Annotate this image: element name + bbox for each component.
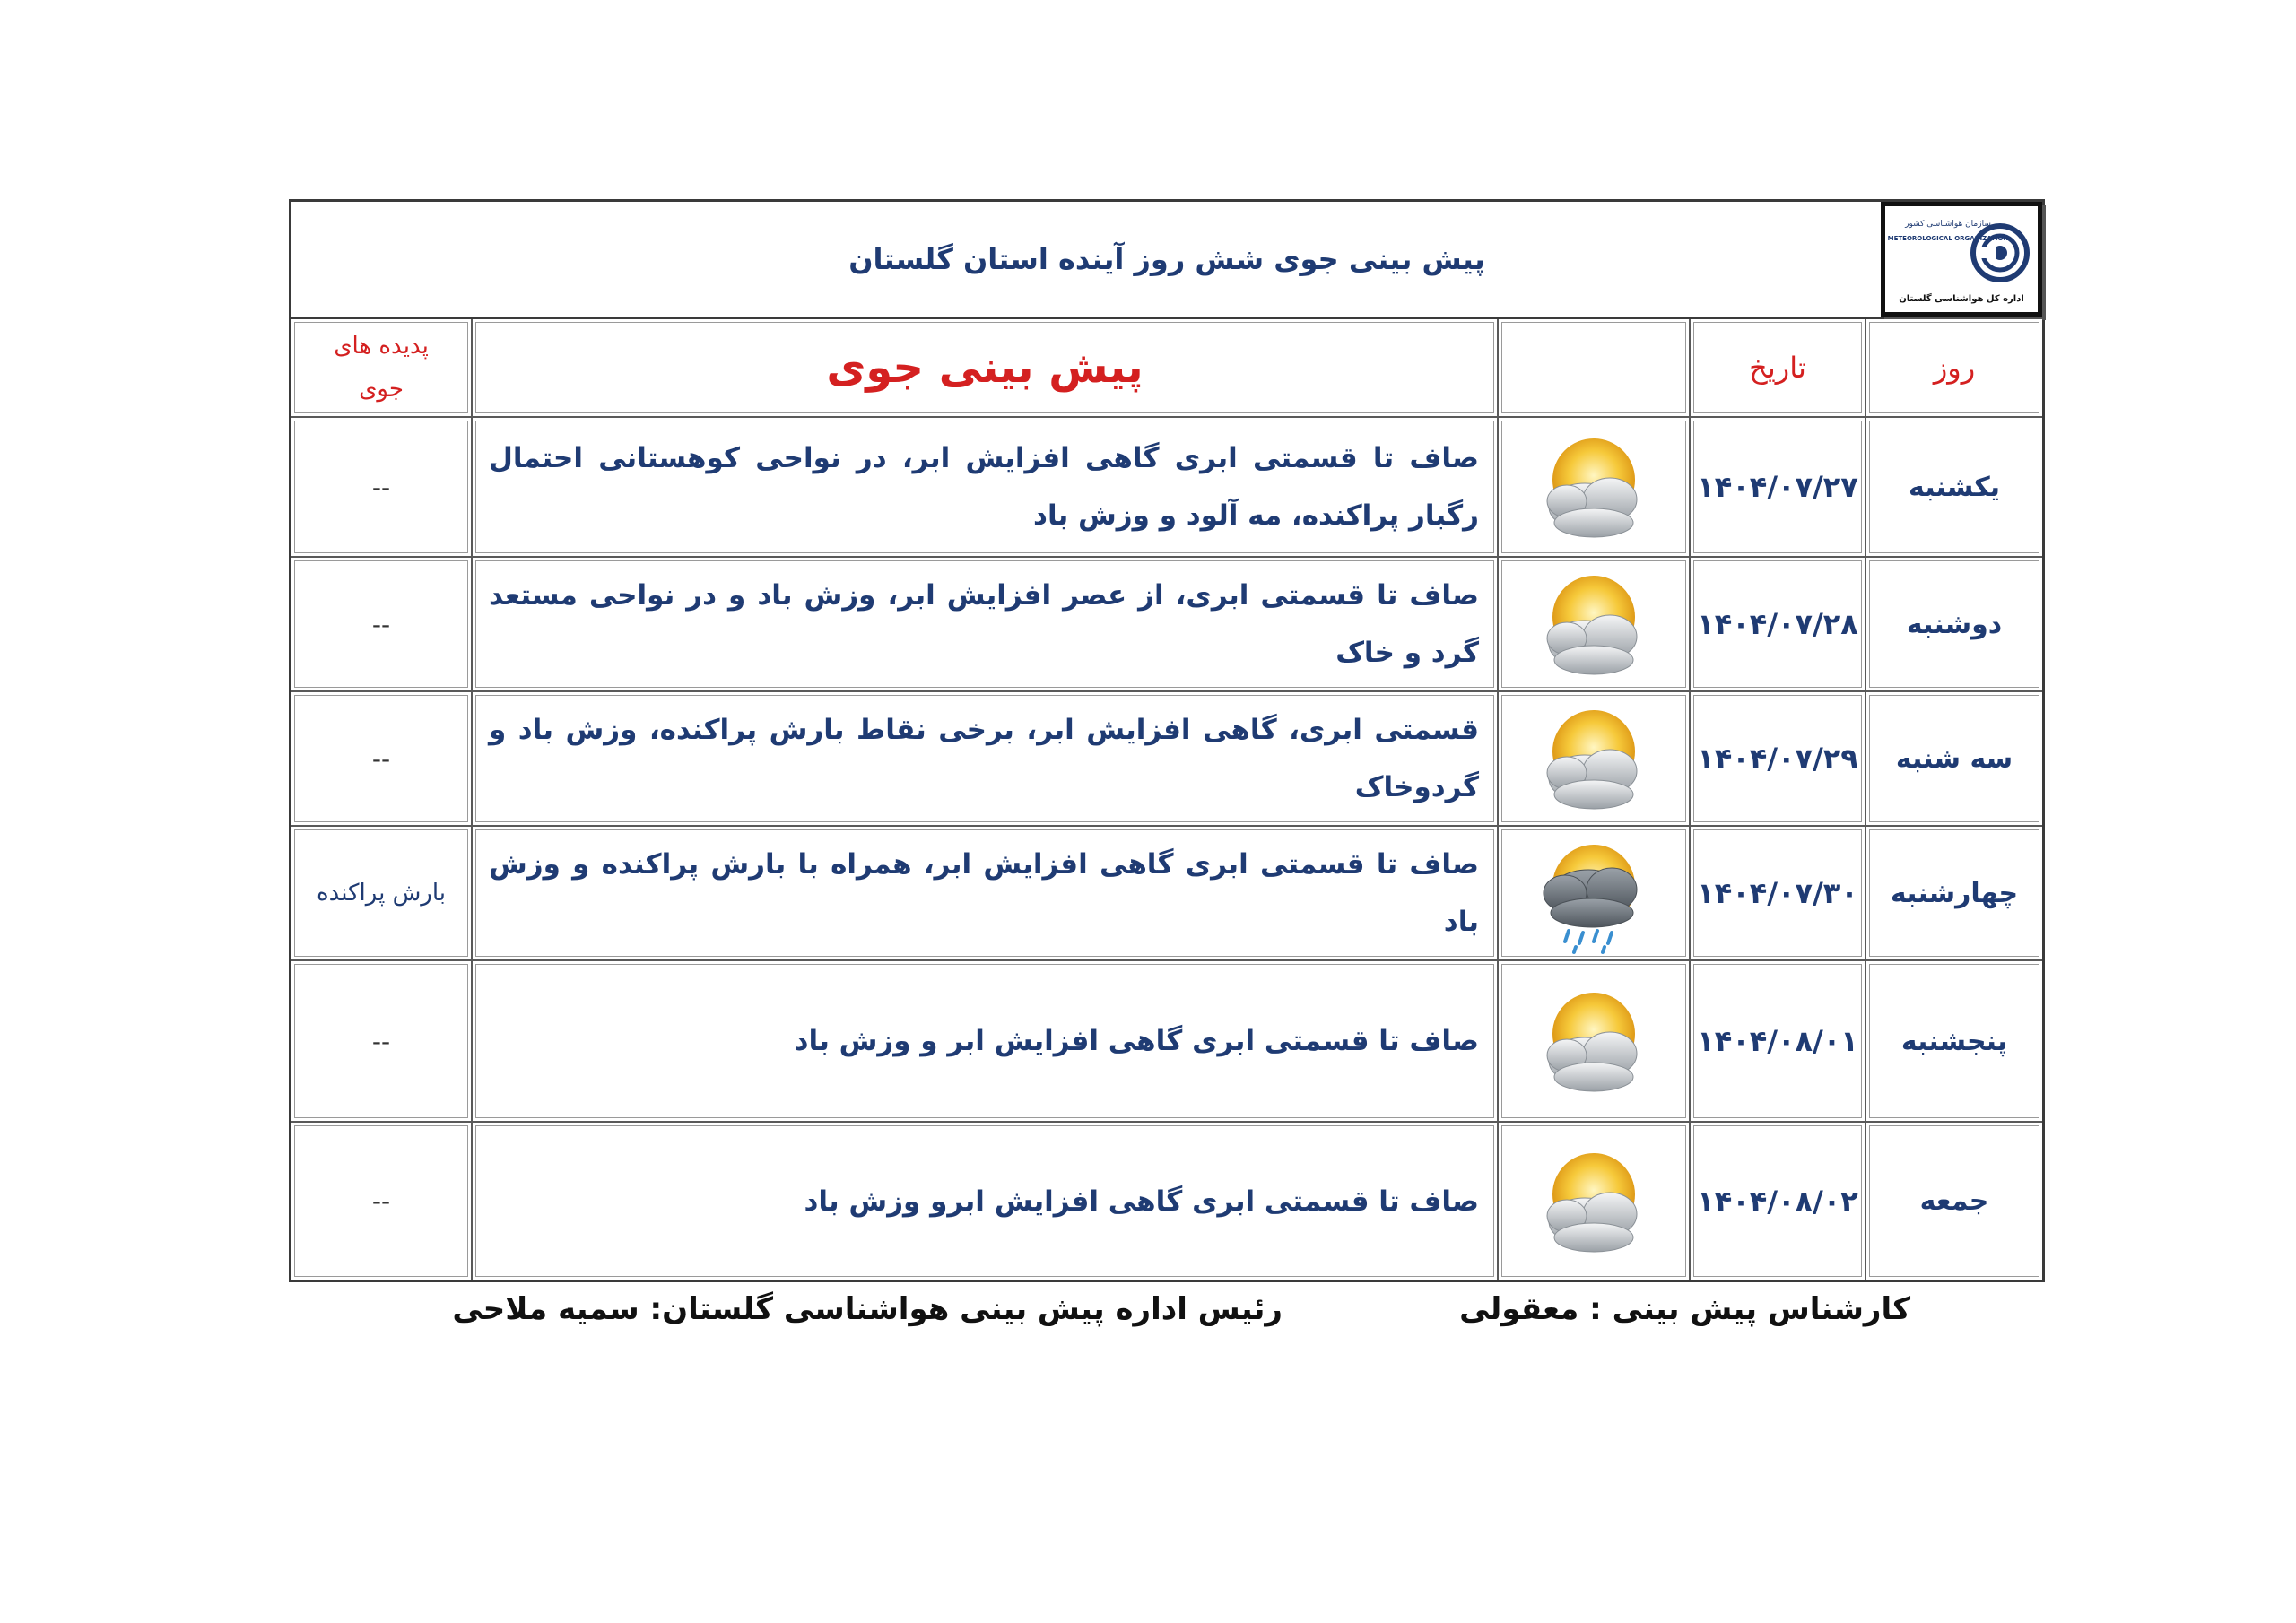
forecast-table: [291, 319, 2042, 1280]
phenomena-header-line2: جوی: [359, 376, 404, 403]
weather-icon-cell: [1497, 418, 1689, 558]
date-cell: ۱۴۰۴/۰۷/۳۰: [1689, 827, 1865, 961]
day-cell: جمعه: [1865, 1123, 2042, 1280]
rain-cloud-icon: [1529, 830, 1658, 956]
forecast-sheet: [289, 199, 2045, 1282]
column-header-icon: [1497, 319, 1689, 418]
weather-icon-cell: [1497, 558, 1689, 692]
date-cell: ۱۴۰۴/۰۷/۲۷: [1689, 418, 1865, 558]
date-cell: ۱۴۰۴/۰۷/۲۸: [1689, 558, 1865, 692]
partly-cloudy-icon: [1529, 561, 1658, 687]
weather-icon-cell: [1497, 1123, 1689, 1280]
weather-icon-cell: [1497, 827, 1689, 961]
column-header-phenomena: [291, 319, 471, 418]
title-row: [291, 202, 2042, 319]
logo-text-bottom: اداره کل هواشناسی گلستان: [1899, 294, 2024, 304]
meteorological-organization-logo: [1881, 202, 2042, 317]
page-title: پیش بینی جوی شش روز آینده استان گلستان: [848, 242, 1485, 276]
phenomena-cell: --: [291, 692, 471, 827]
forecast-cell: صاف تا قسمتی ابری گاهی افزایش ابر، همراه با بارش پراکنده و وزش باد: [471, 827, 1497, 961]
partly-cloudy-icon: [1529, 1139, 1658, 1264]
column-header-date: تاریخ: [1689, 319, 1865, 418]
logo-text-top: سازمان هواشناسی کشور: [1905, 220, 1991, 229]
phenomena-header-line1: پدیده های: [334, 333, 429, 360]
forecast-cell: قسمتی ابری، گاهی افزایش ابر، برخی نقاط بارش پراکنده، وزش باد و گردوخاک: [471, 692, 1497, 827]
weather-icon-cell: [1497, 961, 1689, 1123]
day-cell: چهارشنبه: [1865, 827, 2042, 961]
date-cell: ۱۴۰۴/۰۸/۰۲: [1689, 1123, 1865, 1280]
day-cell: سه شنبه: [1865, 692, 2042, 827]
column-header-forecast: پیش بینی جوی: [471, 319, 1497, 418]
forecast-cell: صاف تا قسمتی ابری گاهی افزایش ابر، در نواحی کوهستانی احتمال رگبار پراکنده، مه آلود و وزش باد: [471, 418, 1497, 558]
forecast-cell: صاف تا قسمتی ابری، از عصر افزایش ابر، وزش باد و در نواحی مستعد گرد و خاک: [471, 558, 1497, 692]
forecast-expert: کارشناس پیش بینی : معقولی: [1459, 1291, 1910, 1327]
column-header-day: روز: [1865, 319, 2042, 418]
phenomena-cell: --: [291, 558, 471, 692]
phenomena-cell: --: [291, 1123, 471, 1280]
phenomena-cell: بارش پراکنده: [291, 827, 471, 961]
partly-cloudy-icon: [1529, 696, 1658, 821]
forecast-cell: صاف تا قسمتی ابری گاهی افزایش ابر و وزش باد: [471, 961, 1497, 1123]
partly-cloudy-icon: [1529, 424, 1658, 550]
date-cell: ۱۴۰۴/۰۷/۲۹: [1689, 692, 1865, 827]
day-cell: پنجشنبه: [1865, 961, 2042, 1123]
day-cell: دوشنبه: [1865, 558, 2042, 692]
phenomena-cell: --: [291, 961, 471, 1123]
logo-text-en: METEOROLOGICAL ORGANIZATION: [1887, 235, 2009, 242]
phenomena-cell: --: [291, 418, 471, 558]
forecast-cell: صاف تا قسمتی ابری گاهی افزایش ابرو وزش باد: [471, 1123, 1497, 1280]
date-cell: ۱۴۰۴/۰۸/۰۱: [1689, 961, 1865, 1123]
day-cell: یکشنبه: [1865, 418, 2042, 558]
office-head: رئیس اداره پیش بینی هواشناسی گلستان: سمیه ملاحی: [452, 1291, 1283, 1327]
weather-icon-cell: [1497, 692, 1689, 827]
partly-cloudy-icon: [1529, 978, 1658, 1104]
